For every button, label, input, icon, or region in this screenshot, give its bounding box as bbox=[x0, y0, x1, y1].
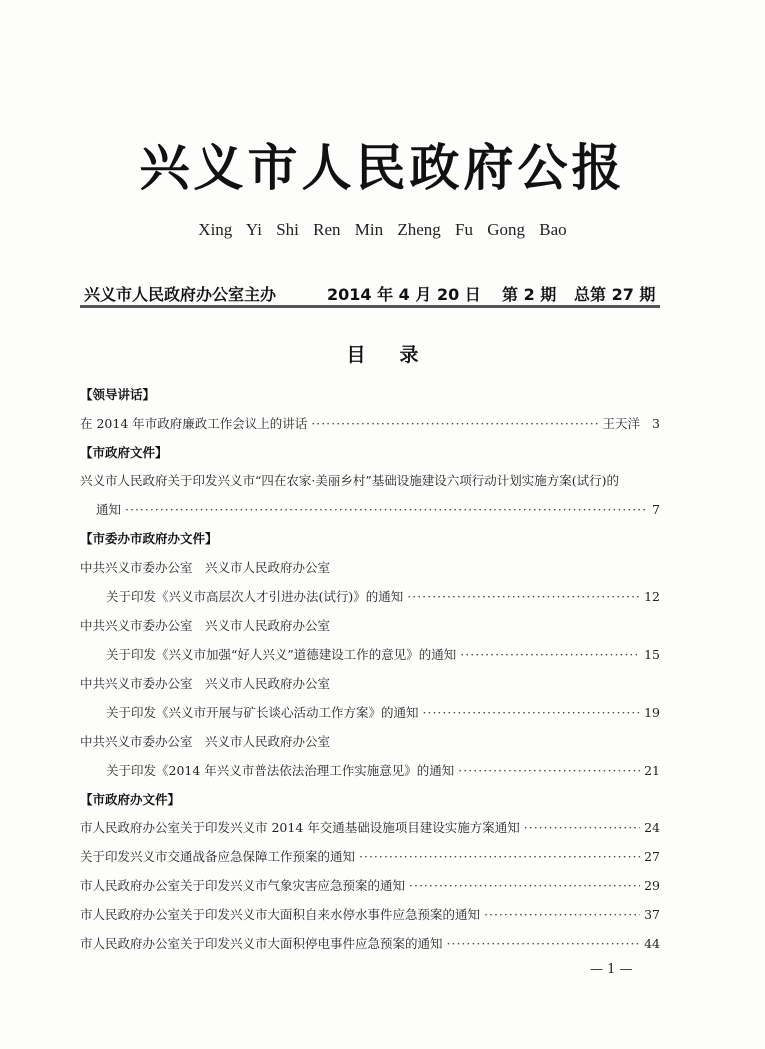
section-heading-leader-speech: 【领导讲话】 bbox=[80, 387, 156, 402]
entry-page: 27 bbox=[644, 849, 660, 864]
entry-page: 29 bbox=[644, 878, 660, 893]
entry-title: 关于印发兴义市交通战备应急保障工作预案的通知 bbox=[80, 849, 356, 864]
entry-author: 王天洋 bbox=[602, 416, 640, 431]
leader-dots bbox=[359, 847, 640, 867]
entry-title: 市人民政府办公室关于印发兴义市大面积停电事件应急预案的通知 bbox=[80, 936, 443, 951]
toc-entry[interactable] bbox=[80, 876, 660, 896]
page-number: — 1 — bbox=[590, 962, 633, 977]
issue-number: 第 2 期 bbox=[502, 285, 557, 304]
toc-entry[interactable] bbox=[106, 587, 660, 607]
entry-title: 关于印发《兴义市高层次人才引进办法(试行)》的通知 bbox=[106, 589, 404, 604]
entry-title-line1: 兴义市人民政府关于印发兴义市“四在农家·美丽乡村”基础设施建设六项行动计划实施方案(试行)的 bbox=[80, 473, 620, 488]
entry-title: 关于印发《兴义市加强“好人兴义”道德建设工作的意见》的通知 bbox=[106, 647, 457, 662]
issue-total-number: 总第 27 期 bbox=[574, 285, 656, 304]
header-divider bbox=[80, 305, 660, 308]
entry-page: 19 bbox=[644, 705, 660, 720]
issue-date: 2014 年 4 月 20 日 bbox=[327, 285, 481, 304]
entry-issuer: 中共兴义市委办公室 兴义市人民政府办公室 bbox=[80, 560, 331, 575]
toc-entry[interactable] bbox=[106, 703, 660, 723]
leader-dots bbox=[125, 500, 648, 520]
toc-entry[interactable] bbox=[106, 645, 660, 665]
toc-entry[interactable] bbox=[80, 905, 660, 925]
leader-dots bbox=[524, 818, 640, 838]
entry-title: 市人民政府办公室关于印发兴义市气象灾害应急预案的通知 bbox=[80, 878, 406, 893]
entry-page: 12 bbox=[644, 589, 660, 604]
toc-entry[interactable] bbox=[96, 500, 660, 520]
section-heading-party-government-office-documents: 【市委办市政府办文件】 bbox=[80, 531, 218, 546]
leader-dots bbox=[458, 761, 640, 781]
toc-title: 目录 bbox=[346, 344, 453, 366]
entry-issuer: 中共兴义市委办公室 兴义市人民政府办公室 bbox=[80, 618, 331, 633]
masthead-title: 兴义市人民政府公报 bbox=[139, 138, 626, 197]
toc-entry[interactable] bbox=[80, 414, 660, 434]
entry-page: 24 bbox=[644, 820, 660, 835]
entry-title: 关于印发《2014 年兴义市普法依法治理工作实施意见》的通知 bbox=[106, 763, 455, 778]
toc-entry[interactable] bbox=[80, 934, 660, 954]
entry-page: 7 bbox=[652, 502, 660, 517]
entry-title: 市人民政府办公室关于印发兴义市大面积自来水停水事件应急预案的通知 bbox=[80, 907, 481, 922]
leader-dots bbox=[484, 905, 640, 925]
section-heading-government-documents: 【市政府文件】 bbox=[80, 445, 168, 460]
entry-issuer: 中共兴义市委办公室 兴义市人民政府办公室 bbox=[80, 676, 331, 691]
leader-dots bbox=[447, 934, 641, 954]
leader-dots bbox=[407, 587, 640, 607]
section-heading-government-office-documents: 【市政府办文件】 bbox=[80, 792, 181, 807]
masthead-pinyin: Xing Yi Shi Ren Min Zheng Fu Gong Bao bbox=[198, 220, 567, 239]
leader-dots bbox=[460, 645, 640, 665]
entry-title: 市人民政府办公室关于印发兴义市 2014 年交通基础设施项目建设实施方案通知 bbox=[80, 820, 520, 835]
entry-page: 37 bbox=[644, 907, 660, 922]
entry-page: 44 bbox=[644, 936, 660, 951]
leader-dots bbox=[409, 876, 640, 896]
entry-page: 3 bbox=[652, 416, 660, 431]
entry-issuer: 中共兴义市委办公室 兴义市人民政府办公室 bbox=[80, 734, 331, 749]
leader-dots bbox=[423, 703, 641, 723]
entry-page: 21 bbox=[644, 763, 660, 778]
entry-page: 15 bbox=[644, 647, 660, 662]
entry-title: 通知 bbox=[96, 502, 122, 517]
issue-sponsor: 兴义市人民政府办公室主办 bbox=[84, 285, 277, 304]
toc-entry[interactable] bbox=[80, 847, 660, 867]
leader-dots bbox=[311, 414, 598, 434]
entry-title: 关于印发《兴义市开展与矿长谈心活动工作方案》的通知 bbox=[106, 705, 419, 720]
entry-title: 在 2014 年市政府廉政工作会议上的讲话 bbox=[80, 416, 308, 431]
toc-entry[interactable] bbox=[106, 761, 660, 781]
toc-entry[interactable] bbox=[80, 818, 660, 838]
